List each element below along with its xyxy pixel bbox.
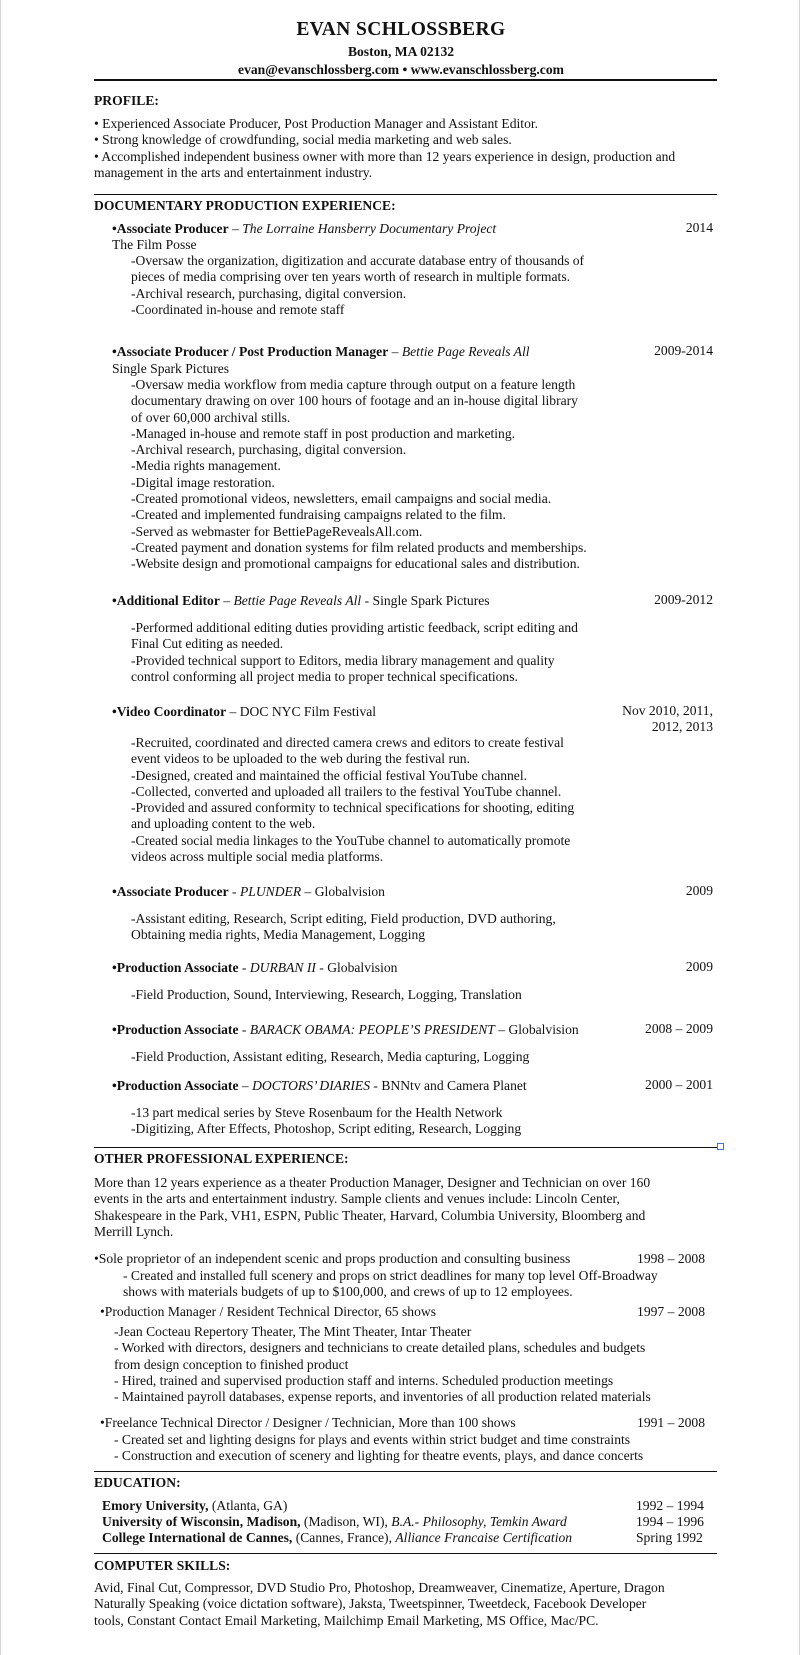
- other-item-details: [123, 1268, 658, 1301]
- job-title-line: [112, 1022, 579, 1038]
- other-item-title: •Sole proprietor of an independent scenic and props production and consulting business: [94, 1251, 571, 1266]
- school-location: (Atlanta, GA): [208, 1498, 288, 1513]
- job-separator: –: [219, 593, 234, 608]
- duty-line: -Digitizing, After Effects, Photoshop, Script editing, Research, Logging: [131, 1121, 522, 1137]
- job-title-line: [112, 884, 385, 900]
- job-duties: [131, 911, 556, 944]
- detail-line: - Hired, trained and supervised production staff and interns. Scheduled production meetings: [114, 1372, 614, 1388]
- education-date: Spring 1992: [636, 1530, 703, 1545]
- school-name: College International de Cannes,: [102, 1530, 293, 1545]
- job-date-continued: 2012, 2013: [651, 719, 713, 734]
- education-row: [102, 1530, 572, 1546]
- other-item-details: [114, 1324, 651, 1405]
- profile-line: • Experienced Associate Producer, Post Production Manager and Assistant Editor.: [94, 116, 539, 131]
- job-duties: [131, 1049, 529, 1065]
- duty-line: pieces of media comprising over ten years worth of research in multiple formats.: [131, 269, 571, 285]
- detail-line: - Worked with directors, designers and technicians to create detailed plans, schedules and budgets: [114, 1340, 646, 1356]
- job-separator: –: [228, 221, 243, 236]
- duty-line: event videos to be uploaded to the web during the festival run.: [131, 751, 471, 767]
- job-date: 2014: [685, 220, 713, 235]
- other-experience-heading: OTHER PROFESSIONAL EXPERIENCE:: [94, 1151, 349, 1166]
- duty-line: Final Cut editing as needed.: [131, 636, 284, 652]
- applicant-address: Boston, MA 02132: [347, 44, 455, 59]
- job-company-inline: – Globalvision: [494, 1022, 579, 1037]
- duty-line: -Designed, created and maintained the official festival YouTube channel.: [131, 767, 527, 783]
- duty-line: documentary drawing on over 100 hours of footage and an in-house digital library: [131, 393, 578, 409]
- school-location: (Madison, WI),: [300, 1514, 392, 1529]
- job-company: The Film Posse: [112, 237, 197, 252]
- applicant-name: EVAN SCHLOSSBERG: [296, 19, 506, 40]
- duty-line: -Created and implemented fundraising campaigns related to the film.: [131, 507, 506, 523]
- detail-line: -Jean Cocteau Repertory Theater, The Mint Theater, Intar Theater: [114, 1324, 472, 1339]
- detail-line: from design conception to finished product: [114, 1356, 349, 1372]
- detail-line: - Construction and execution of scenery and lighting for theatre events, plays, and dance concerts: [114, 1448, 644, 1464]
- job-project: Bettie Page Reveals All: [401, 344, 530, 359]
- job-title-line: [112, 704, 376, 720]
- job-separator: -: [228, 884, 240, 899]
- job-company-inline: – Globalvision: [301, 884, 385, 899]
- job-date: 2009: [685, 883, 713, 898]
- job-date: 2009-2014: [654, 343, 713, 358]
- education-row: [102, 1514, 567, 1530]
- duty-line: -Coordinated in-house and remote staff: [131, 301, 345, 317]
- skills-heading: COMPUTER SKILLS:: [94, 1558, 231, 1573]
- skills-section: [94, 1580, 665, 1629]
- job-title-line: [112, 1078, 527, 1094]
- education-rule: [94, 1553, 717, 1554]
- duty-line: -Oversaw the organization, digitization and accurate database entry of thousands of: [131, 253, 585, 268]
- skills-line: Naturally Speaking (voice dictation software), Jaksta, Tweetspinner, Tweetdeck, Facebook Developer: [94, 1596, 647, 1612]
- job-project: DOCTORS’ DIARIES: [252, 1078, 371, 1093]
- detail-line: - Created and installed full scenery and props on strict deadlines for many top level Off-Broadway: [123, 1268, 658, 1283]
- other-item-title: •Freelance Technical Director / Designer / Technician, More than 100 shows: [100, 1415, 516, 1430]
- job-date: Nov 2010, 2011,: [622, 703, 713, 718]
- duty-line: -Provided and assured conformity to technical specifications for shooting, editing: [131, 800, 575, 816]
- job-duties: [131, 1105, 521, 1138]
- duty-line: videos across multiple social media platforms.: [131, 849, 384, 865]
- job-company-inline: - Single Spark Pictures: [361, 593, 490, 608]
- duty-line: of over 60,000 archival stills.: [131, 409, 291, 425]
- duty-line: -Created payment and donation systems for film related products and memberships.: [131, 539, 587, 555]
- job-title-line: [112, 593, 490, 609]
- job-title: •Associate Producer: [112, 884, 229, 899]
- duty-line: and uploading content to the web.: [131, 816, 316, 832]
- duty-line: -Archival research, purchasing, digital conversion.: [131, 285, 407, 301]
- duty-line: -Archival research, purchasing, digital conversion.: [131, 442, 407, 458]
- job-date: 2000 – 2001: [645, 1077, 713, 1092]
- school-name: University of Wisconsin, Madison,: [102, 1514, 301, 1529]
- job-title: •Production Associate: [112, 960, 239, 975]
- text-anchor-handle[interactable]: [717, 1143, 724, 1150]
- other-item-title: •Production Manager / Resident Technical Director, 65 shows: [100, 1304, 436, 1319]
- education-heading: EDUCATION:: [94, 1475, 181, 1490]
- skills-line: tools, Constant Contact Email Marketing, Mailchimp Email Marketing, MS Office, Mac/PC.: [94, 1612, 599, 1628]
- job-date: 2009-2012: [654, 592, 713, 607]
- detail-line: shows with materials budgets of up to $100,000, and crews of up to 12 employees.: [123, 1284, 573, 1300]
- job-title-line: [112, 221, 496, 237]
- header-rule: [94, 79, 717, 81]
- duty-line: -Recruited, coordinated and directed camera crews and editors to create festival: [131, 735, 564, 750]
- job-title: •Additional Editor: [112, 593, 220, 608]
- skills-line: Avid, Final Cut, Compressor, DVD Studio Pro, Photoshop, Dreamweaver, Cinematize, Aperture, Dragon: [94, 1580, 665, 1595]
- detail-line: - Maintained payroll databases, expense reports, and inventories of all production related materials: [114, 1389, 651, 1405]
- job-project: Bettie Page Reveals All: [233, 593, 362, 608]
- job-separator: -: [238, 960, 250, 975]
- profile-rule: [94, 194, 717, 195]
- duty-line: -Managed in-house and remote staff in post production and marketing.: [131, 425, 516, 441]
- job-separator: –: [388, 344, 402, 359]
- school-name: Emory University,: [102, 1498, 209, 1513]
- school-note: Alliance Francaise Certification: [395, 1530, 573, 1545]
- job-project: DURBAN II: [249, 960, 316, 975]
- documentary-rule: [94, 1147, 717, 1148]
- duty-line: -Created promotional videos, newsletters, email campaigns and social media.: [131, 491, 552, 507]
- job-separator: -: [238, 1022, 250, 1037]
- job-title: •Associate Producer / Post Production Manager: [112, 344, 389, 359]
- duty-line: -Field Production, Assistant editing, Research, Media capturing, Logging: [131, 1049, 530, 1064]
- detail-line: - Created set and lighting designs for plays and events within strict budget and time constraints: [114, 1432, 631, 1447]
- intro-line: Shakespeare in the Park, VH1, ESPN, Public Theater, Harvard, Columbia University, Bloomberg and: [94, 1207, 646, 1223]
- job-project: BARACK OBAMA: PEOPLE’S PRESIDENT: [249, 1022, 495, 1037]
- job-project: PLUNDER: [239, 884, 302, 899]
- job-project: The Lorraine Hansberry Documentary Project: [242, 221, 497, 236]
- school-note: B.A.- Philosophy, Temkin Award: [391, 1514, 567, 1529]
- intro-line: More than 12 years experience as a theater Production Manager, Designer and Technician on over 160: [94, 1175, 651, 1190]
- duty-line: -Digital image restoration.: [131, 474, 275, 490]
- duty-line: -Created social media linkages to the YouTube channel to automatically promote: [131, 832, 571, 848]
- intro-line: events in the arts and entertainment industry. Sample clients and venues include: Lincoln Center,: [94, 1191, 620, 1207]
- duty-line: Obtaining media rights, Media Management, Logging: [131, 927, 426, 943]
- duty-line: control conforming all project media to proper technical specifications.: [131, 668, 518, 684]
- job-date: 2008 – 2009: [645, 1021, 713, 1036]
- job-company: Single Spark Pictures: [112, 361, 230, 376]
- applicant-contact: evan@evanschlossberg.com • www.evanschlossberg.com: [238, 62, 564, 77]
- duty-line: -Provided technical support to Editors, media library management and quality: [131, 652, 555, 668]
- education-date: 1992 – 1994: [636, 1498, 704, 1513]
- job-title: •Video Coordinator: [112, 704, 227, 719]
- duty-line: -Served as webmaster for BettiePageRevealsAll.com.: [131, 523, 423, 539]
- job-title-line: [112, 344, 530, 360]
- profile-section: [94, 116, 675, 181]
- other-experience-rule: [94, 1471, 717, 1472]
- duty-line: -Collected, converted and uploaded all trailers to the festival YouTube channel.: [131, 783, 562, 799]
- duty-line: -Assistant editing, Research, Script editing, Field production, DVD authoring,: [131, 911, 556, 926]
- job-duties: [131, 620, 578, 685]
- duty-line: -Oversaw media workflow from media capture through output on a feature length: [131, 377, 576, 392]
- job-title-line: [112, 960, 397, 976]
- profile-line: management in the arts and entertainment industry.: [94, 164, 373, 180]
- intro-line: Merrill Lynch.: [94, 1223, 174, 1239]
- job-separator: –: [238, 1078, 253, 1093]
- school-location: (Cannes, France),: [292, 1530, 396, 1545]
- other-item-date: 1991 – 2008: [637, 1415, 705, 1430]
- job-date: 2009: [685, 959, 713, 974]
- profile-heading: PROFILE:: [94, 93, 159, 108]
- other-item-details: [114, 1432, 643, 1465]
- job-title: •Production Associate: [112, 1022, 239, 1037]
- duty-line: -Media rights management.: [131, 458, 281, 474]
- job-duties: [131, 377, 587, 573]
- duty-line: -13 part medical series by Steve Rosenbaum for the Health Network: [131, 1105, 503, 1120]
- duty-line: -Performed additional editing duties providing artistic feedback, script editing and: [131, 620, 578, 635]
- duty-line: -Website design and promotional campaigns for educational sales and distribution.: [131, 556, 580, 572]
- other-item-date: 1997 – 2008: [637, 1304, 705, 1319]
- job-company-inline: - BNNtv and Camera Planet: [370, 1078, 527, 1093]
- other-item-date: 1998 – 2008: [637, 1251, 705, 1266]
- education-row: [102, 1498, 287, 1514]
- job-duties: [131, 253, 584, 318]
- profile-line: • Accomplished independent business owner with more than 12 years experience in design, production and: [94, 148, 676, 164]
- job-title: •Production Associate: [112, 1078, 239, 1093]
- job-duties: [131, 735, 574, 865]
- job-title: •Associate Producer: [112, 221, 229, 236]
- job-company-inline: - Globalvision: [315, 960, 398, 975]
- other-intro: [94, 1175, 650, 1240]
- documentary-heading: DOCUMENTARY PRODUCTION EXPERIENCE:: [94, 198, 396, 213]
- education-date: 1994 – 1996: [636, 1514, 704, 1529]
- job-duties: [131, 987, 522, 1003]
- job-separator: – DOC NYC Film Festival: [226, 704, 377, 719]
- profile-line: • Strong knowledge of crowdfunding, social media marketing and web sales.: [94, 132, 512, 148]
- duty-line: -Field Production, Sound, Interviewing, Research, Logging, Translation: [131, 987, 522, 1002]
